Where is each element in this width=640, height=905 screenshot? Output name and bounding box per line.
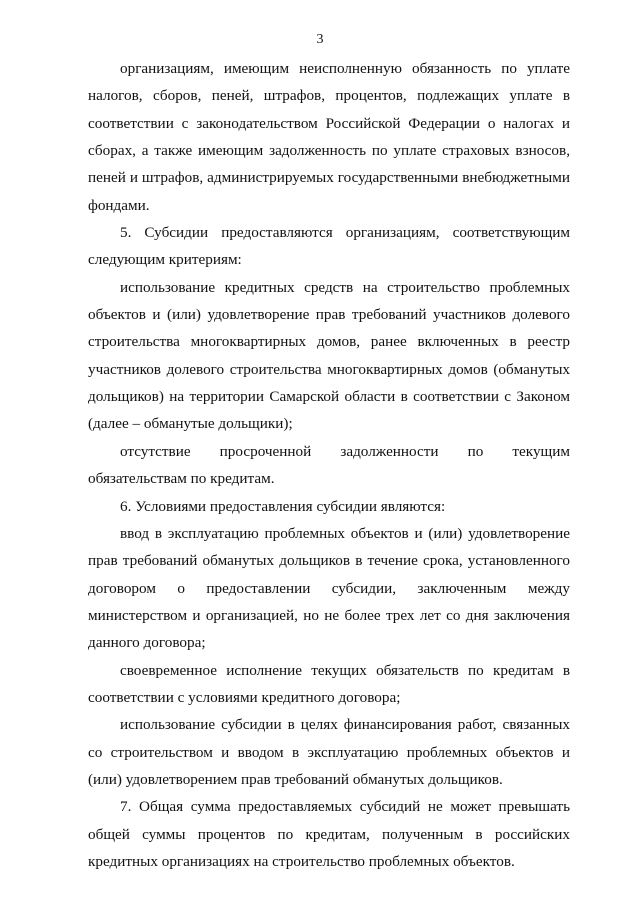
paragraph-tax-debt-condition: организациям, имеющим неисполненную обязанность по уплате налогов, сборов, пеней, штрафов, процентов, подлежащих уплате в соответствии с законодательством Российской Федерации о налогах и сборах, а также имеющим задолженность по уплате страховых взносов, пеней и штрафов, администрируемых государственными внебюджетными фондами. <box>88 60 570 214</box>
paragraph-criterion-credit-use: использование кредитных средств на строительство проблемных объектов и (или) удовлетворение прав требований участников долевого строительства многоквартирных домов, ранее включенных в реестр участников долевого строительства многоквартирных домов (обманутых дольщиков) на территории Самарской области в соответствии с Законом (далее – обманутые дольщики); <box>88 278 570 433</box>
paragraph-condition-timely-payment: своевременное исполнение текущих обязательств по кредитам в соответствии с условиями кредитного договора; <box>88 661 570 706</box>
paragraph-item-7: 7. Общая сумма предоставляемых субсидий не может превышать общей суммы процентов по кредитам, полученным в российских кредитных организациях на строительство проблемных объектов. <box>88 798 570 870</box>
paragraph-item-6: 6. Условиями предоставления субсидии являются: <box>120 497 446 515</box>
paragraph-condition-subsidy-use: использование субсидии в целях финансирования работ, связанных со строительством и вводом в эксплуатацию проблемных объектов и (или) удовлетворением прав требований обманутых дольщиков. <box>88 716 570 788</box>
paragraph-condition-commissioning: ввод в эксплуатацию проблемных объектов и (или) удовлетворение прав требований обманутых дольщиков в течение срока, установленного договором о предоставлении субсидии, заключенным между министерством и организацией, но не более трех лет со дня заключения данного договора; <box>88 524 570 652</box>
paragraph-item-5: 5. Субсидии предоставляются организациям, соответствующим следующим критериям: <box>88 224 570 269</box>
paragraph-criterion-no-overdue-debt: отсутствие просроченной задолженности по текущим обязательствам по кредитам. <box>88 442 570 488</box>
page-number: 3 <box>316 32 324 47</box>
document-body <box>88 55 570 875</box>
